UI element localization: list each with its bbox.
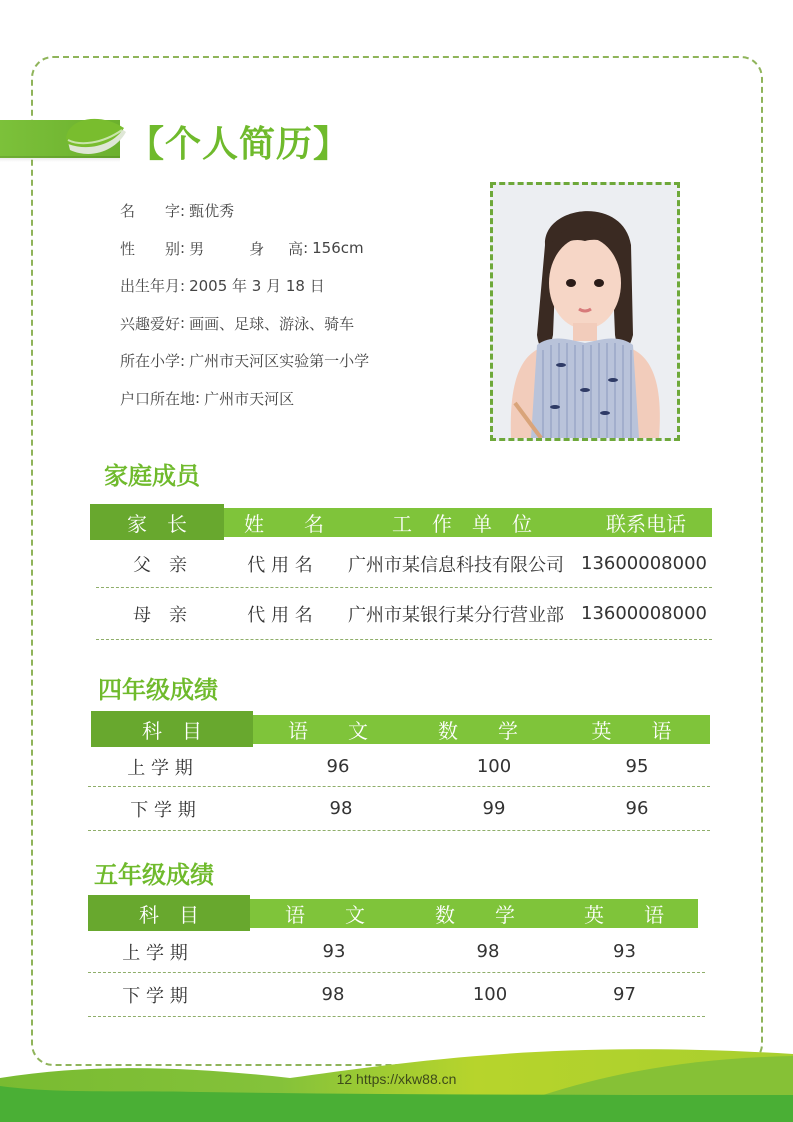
term-cell: 下 学 期 — [122, 985, 188, 1007]
info-row-school: 所在小学 : 广州市天河区实验第一小学 — [120, 351, 370, 371]
chinese-score: 98 — [329, 798, 353, 819]
height-value: 156cm — [312, 239, 364, 258]
term-cell: 上 学 期 — [122, 942, 188, 964]
math-score: 99 — [482, 798, 506, 819]
profile-photo — [490, 182, 680, 441]
grade4-table-header — [91, 711, 710, 747]
hobby-label: 兴趣爱好 — [120, 314, 181, 333]
relation-cell: 父 亲 — [133, 554, 187, 576]
family-section-title: 家庭成员 — [104, 462, 200, 490]
phone-cell: 13600008000 — [581, 603, 707, 624]
math-score: 100 — [476, 756, 512, 777]
gender-label: 性 别 — [120, 239, 180, 258]
hobby-value: 画画、足球、游泳、骑车 — [189, 314, 355, 333]
grade4-table — [91, 711, 710, 831]
school-label: 所在小学 — [120, 352, 181, 371]
birth-value: 2005 年 3 月 18 日 — [189, 277, 325, 296]
birth-label: 出生年月 — [120, 277, 181, 296]
family-table-header — [90, 504, 712, 540]
grade5-table — [88, 895, 698, 1017]
gender-value: 男 — [189, 239, 205, 258]
relation-cell: 母 亲 — [133, 604, 187, 626]
workplace-cell: 广州市某银行某分行营业部 — [348, 604, 564, 626]
info-row-name: 名 字 : 甄优秀 — [120, 201, 235, 221]
hukou-value: 广州市天河区 — [204, 389, 295, 408]
chinese-score: 98 — [321, 984, 345, 1005]
info-row-gender-height: 性 别 : 男 身 高 : 156cm — [120, 239, 364, 258]
member-name-cell: 代 用 名 — [247, 604, 313, 626]
hukou-label: 户口所在地 — [120, 389, 196, 408]
header-english: 英 语 — [584, 902, 664, 927]
header-phone: 联系电话 — [606, 511, 686, 536]
header-math: 数 学 — [435, 902, 515, 927]
chinese-score: 93 — [322, 941, 346, 962]
personal-info — [120, 192, 369, 417]
grade5-section-title: 五年级成绩 — [94, 861, 214, 889]
table-row — [88, 931, 705, 973]
math-score: 98 — [476, 941, 500, 962]
info-row-birth: 出生年月 : 2005 年 3 月 18 日 — [120, 276, 325, 296]
table-row — [88, 787, 710, 831]
header-subject: 科 目 — [88, 895, 250, 931]
header-math: 数 学 — [438, 718, 518, 743]
page-title: 【个人简历】 — [128, 124, 351, 165]
table-row — [88, 747, 710, 787]
header-chinese: 语 文 — [285, 902, 365, 927]
grade4-section-title: 四年级成绩 — [98, 676, 218, 704]
term-cell: 下 学 期 — [130, 799, 196, 821]
english-score: 95 — [625, 756, 649, 777]
chinese-score: 96 — [326, 756, 350, 777]
table-row — [88, 973, 705, 1017]
table-row — [96, 540, 712, 588]
member-name-cell: 代 用 名 — [247, 554, 313, 576]
header-name: 姓 名 — [244, 511, 324, 536]
header-workplace: 工 作 单 位 — [392, 511, 532, 536]
family-table — [90, 504, 712, 640]
header-english: 英 语 — [591, 718, 672, 743]
english-score: 96 — [625, 798, 649, 819]
term-cell: 上 学 期 — [127, 757, 193, 779]
workplace-cell: 广州市某信息科技有限公司 — [348, 554, 564, 576]
phone-cell: 13600008000 — [581, 553, 707, 574]
header-chinese: 语 文 — [288, 718, 368, 743]
header-parent: 家 长 — [90, 504, 224, 540]
height-label: 身 高 — [249, 239, 304, 258]
name-label: 名 字 — [120, 202, 180, 221]
grade5-table-header — [88, 895, 698, 931]
math-score: 100 — [472, 984, 508, 1005]
child-portrait-image — [493, 185, 677, 438]
name-value: 甄优秀 — [189, 202, 235, 221]
footer-page-url: 12 https://xkw88.cn — [336, 1071, 457, 1087]
school-value: 广州市天河区实验第一小学 — [189, 352, 370, 371]
info-row-hobby: 兴趣爱好 : 画画、足球、游泳、骑车 — [120, 314, 355, 333]
table-row — [96, 588, 712, 640]
leaf-icon — [62, 110, 132, 165]
header-subject: 科 目 — [91, 711, 253, 747]
info-row-hukou: 户口所在地 : 广州市天河区 — [120, 389, 295, 408]
english-score: 97 — [613, 984, 636, 1005]
english-score: 93 — [613, 941, 636, 962]
